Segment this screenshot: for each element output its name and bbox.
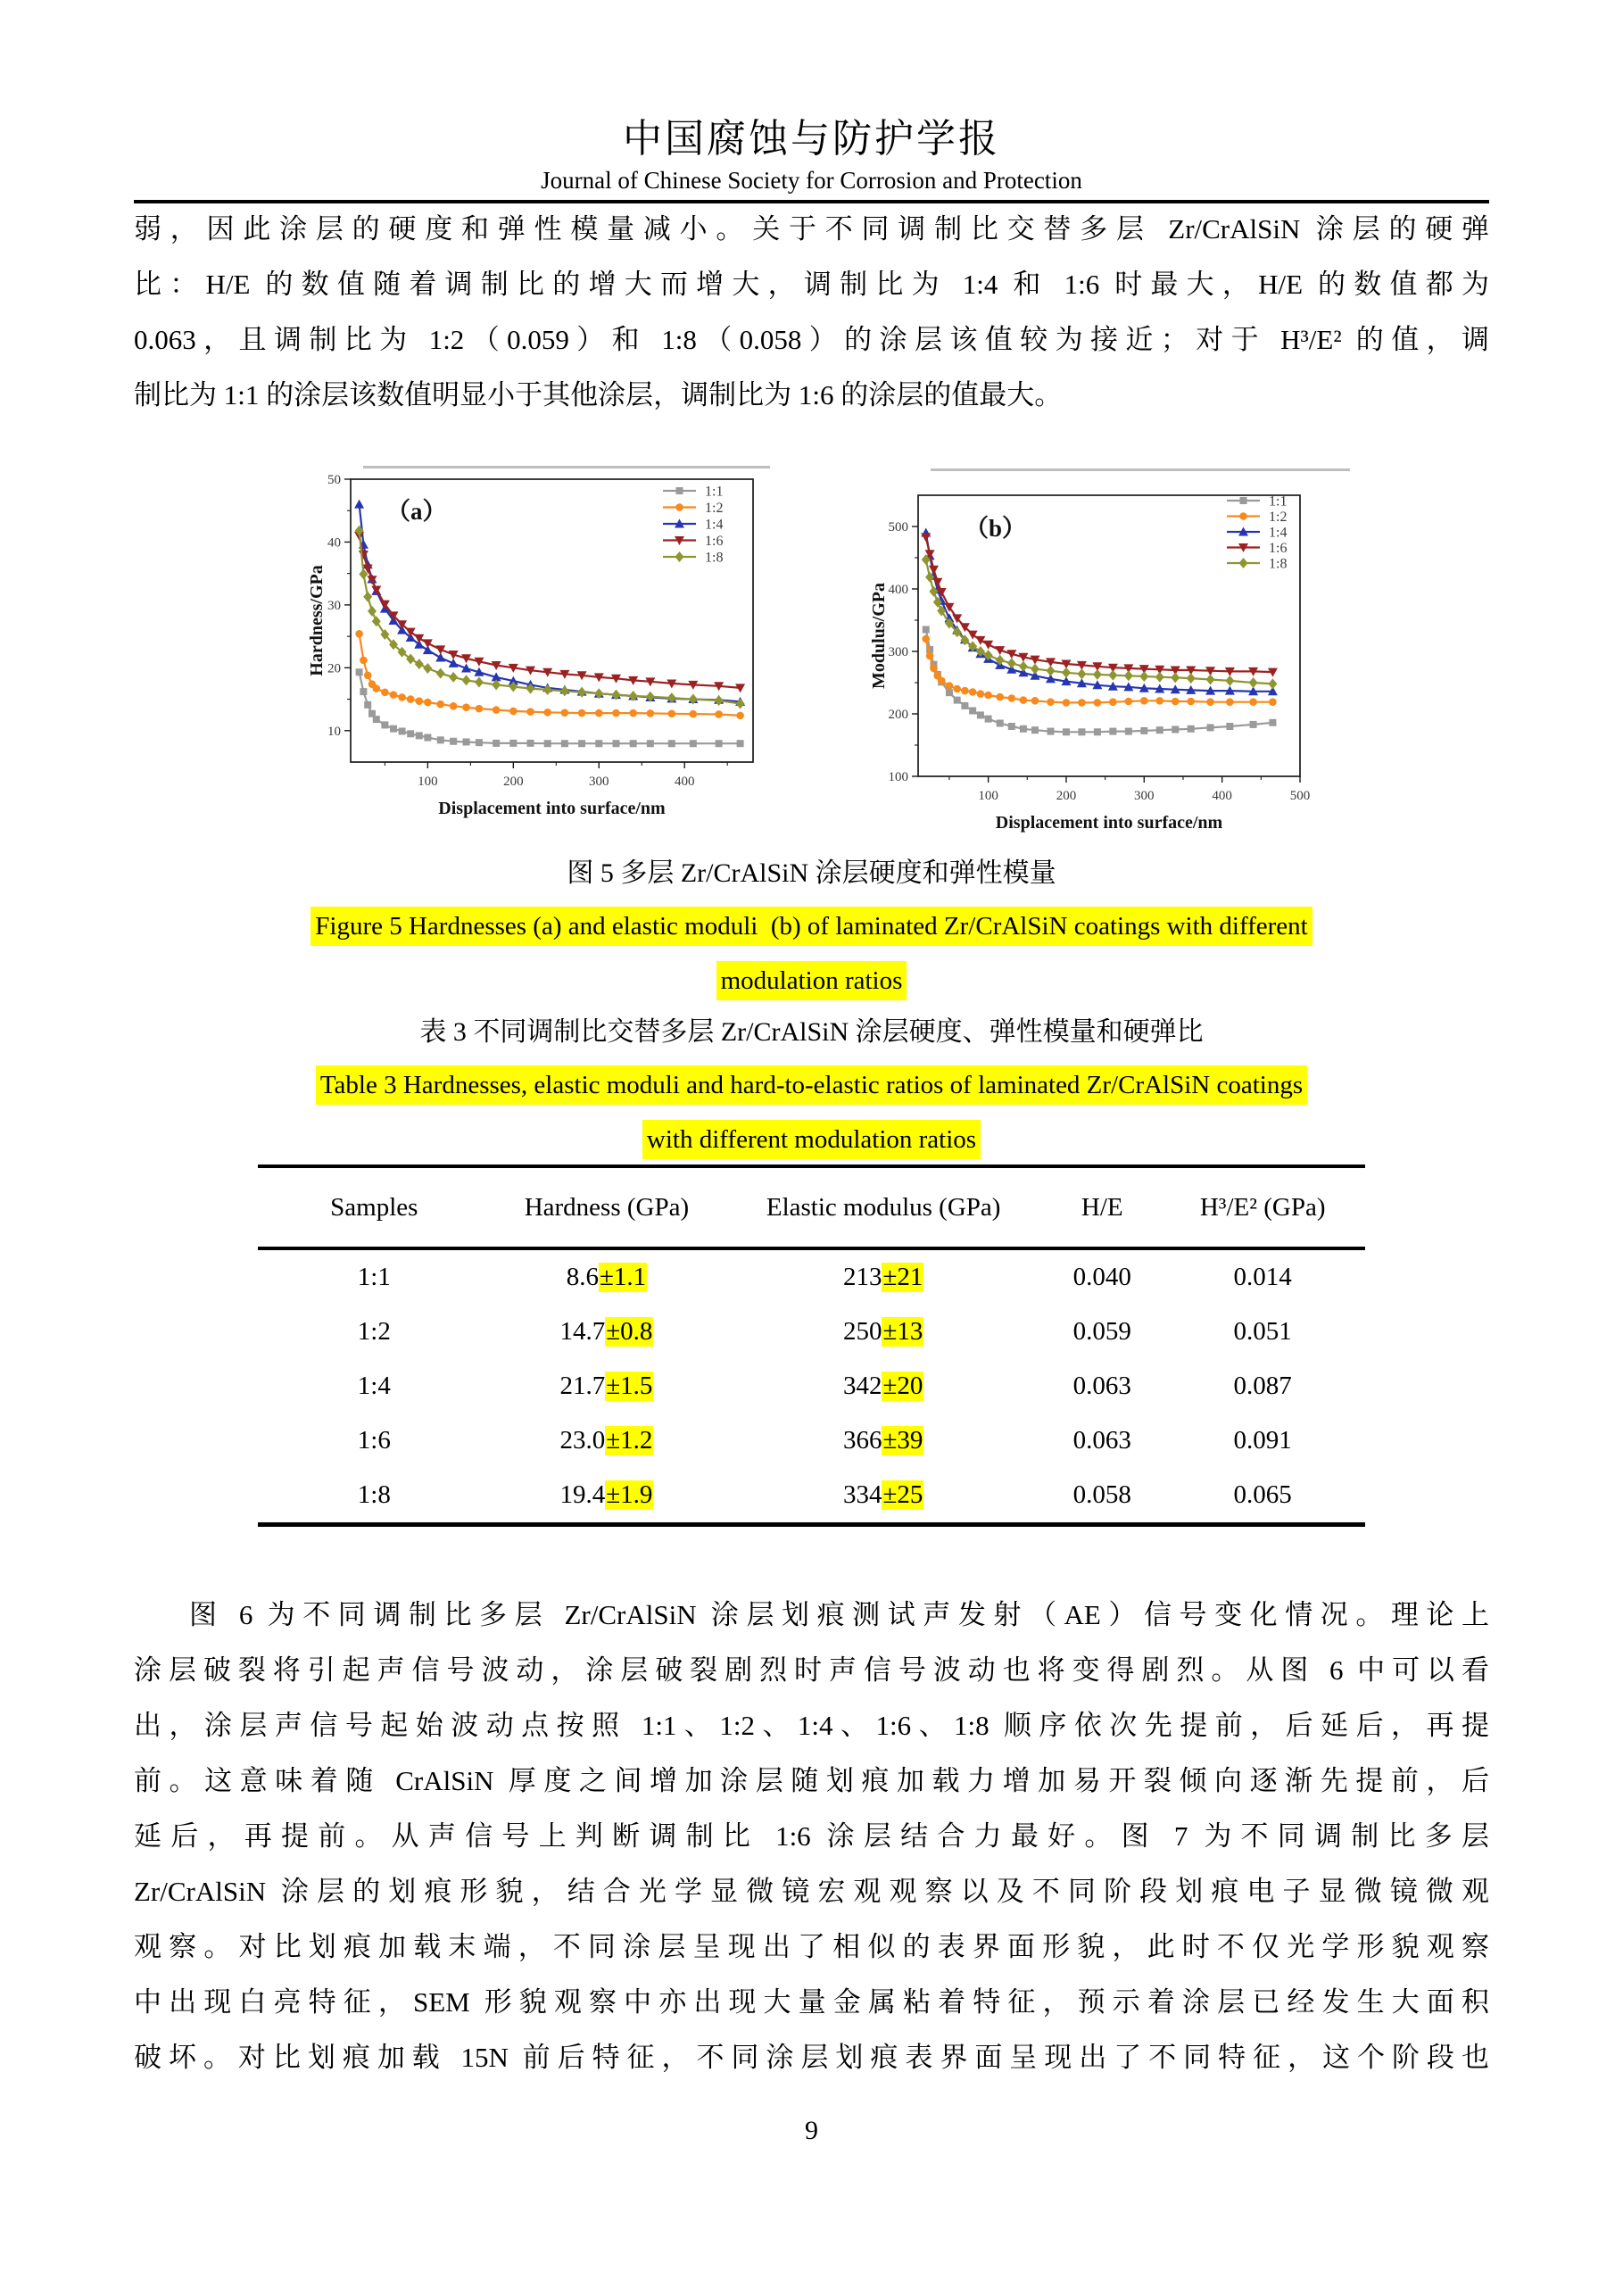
svg-text:50: 50 xyxy=(327,473,341,487)
svg-text:Hardness/GPa: Hardness/GPa xyxy=(308,565,327,676)
svg-text:1:2: 1:2 xyxy=(1269,510,1288,525)
cell-h3e2 xyxy=(1160,1372,1365,1401)
paragraph-line: 弱，因此涂层的硬度和弹性模量减小。关于不同调制比交替多层 Zr/CrAlSiN 涂层的硬弹 xyxy=(134,213,1489,245)
table3-caption-en-line1 xyxy=(134,1064,1489,1107)
figure5-caption-en-line2 xyxy=(134,959,1489,1002)
table-row xyxy=(258,1468,1365,1522)
value-text: 1:4 xyxy=(357,1372,391,1400)
value-text: 0.087 xyxy=(1233,1372,1292,1400)
svg-text:Displacement into surface/nm: Displacement into surface/nm xyxy=(995,813,1223,833)
table-row xyxy=(258,1413,1365,1468)
paragraph-line: 图 6 为不同调制比多层 Zr/CrAlSiN 涂层划痕测试声发射（AE）信号变化情况。理论上 xyxy=(189,1599,1489,1630)
paragraph-line: 观察。对比划痕加载末端，不同涂层呈现出了相似的表界面形貌，此时不仅光学形貌观察 xyxy=(134,1931,1489,1962)
cell-he xyxy=(1044,1372,1160,1401)
cell-hardness xyxy=(491,1372,724,1401)
figure5-caption-en-line1 xyxy=(134,905,1489,948)
highlighted-text: with different modulation ratios xyxy=(642,1120,981,1159)
value-text: 213 xyxy=(842,1263,882,1291)
paragraph-line: 出，涂层声信号起始波动点按照 1:1、1:2、1:4、1:6、1:8 顺序依次先提前，后延后，再提 xyxy=(134,1710,1489,1741)
paragraph-line: Zr/CrAlSiN 涂层的划痕形貌，结合光学显微镜宏观观察以及不同阶段划痕电子显微镜微观 xyxy=(134,1876,1489,1907)
cell-sample xyxy=(258,1317,491,1347)
figure5-caption-zh: 图 5 多层 Zr/CrAlSiN 涂层硬度和弹性模量 xyxy=(567,858,1056,888)
table3-caption-en-line2 xyxy=(134,1118,1489,1161)
cell-h3e2 xyxy=(1160,1263,1365,1292)
highlighted-text: Table 3 Hardnesses, elastic moduli and hard-to-elastic ratios of laminated Zr/CrAlSiN coatings xyxy=(316,1065,1307,1105)
figure5-chart-b xyxy=(870,467,1352,850)
highlighted-text: Figure 5 Hardnesses (a) and elastic moduli (b) of laminated Zr/CrAlSiN coatings with different xyxy=(311,907,1312,946)
svg-text:（b）: （b） xyxy=(965,515,1027,542)
value-text: 14.7 xyxy=(559,1317,606,1346)
highlighted-uncertainty: ±1.2 xyxy=(606,1426,653,1455)
table-header-h3e2: H³/E² (GPa) xyxy=(1199,1192,1326,1222)
paragraph-line: 中出现白亮特征，SEM 形貌观察中亦出现大量金属粘着特征，预示着涂层已经发生大面积 xyxy=(134,1986,1489,2018)
value-text: 0.063 xyxy=(1072,1372,1131,1400)
value-text: 1:1 xyxy=(357,1263,391,1291)
cell-hardness xyxy=(491,1426,724,1455)
svg-text:400: 400 xyxy=(1212,789,1232,803)
svg-text:500: 500 xyxy=(888,520,908,535)
value-text: 366 xyxy=(842,1426,882,1455)
svg-text:20: 20 xyxy=(327,661,341,676)
svg-text:1:6: 1:6 xyxy=(1269,541,1288,556)
value-text: 0.065 xyxy=(1233,1480,1292,1509)
table-row xyxy=(258,1250,1365,1305)
highlighted-uncertainty: ±1.1 xyxy=(599,1263,647,1291)
value-text: 0.051 xyxy=(1233,1317,1292,1346)
paragraph-line: 0.063，且调制比为 1:2（0.059）和 1:8（0.058）的涂层该值较为接近；对于 H³/E² 的值，调 xyxy=(134,324,1489,355)
svg-text:200: 200 xyxy=(503,775,524,789)
paragraph-line: 延后，再提前。从声信号上判断调制比 1:6 涂层结合力最好。图 7 为不同调制比多层 xyxy=(134,1820,1489,1852)
journal-title-en: Journal of Chinese Society for Corrosion and Protection xyxy=(541,167,1082,194)
table-header-he: H/E xyxy=(1081,1192,1123,1222)
svg-text:Modulus/GPa: Modulus/GPa xyxy=(870,583,889,689)
table3-caption-zh: 表 3 不同调制比交替多层 Zr/CrAlSiN 涂层硬度、弹性模量和硬弹比 xyxy=(419,1017,1204,1047)
paragraph-line: 破坏。对比划痕加载 15N 前后特征，不同涂层划痕表界面呈现出了不同特征，这个阶段也 xyxy=(134,2042,1489,2073)
table-row xyxy=(258,1305,1365,1359)
cell-sample xyxy=(258,1426,491,1455)
table-row xyxy=(258,1359,1365,1413)
cell-modulus xyxy=(723,1426,1044,1455)
table-header-hardness: Hardness (GPa) xyxy=(524,1192,690,1222)
value-text: 0.091 xyxy=(1233,1426,1292,1455)
highlighted-uncertainty: ±1.5 xyxy=(606,1372,653,1400)
svg-text:1:4: 1:4 xyxy=(1269,525,1288,541)
value-text: 1:2 xyxy=(357,1317,391,1346)
table-bottom-border xyxy=(258,1522,1365,1527)
highlighted-uncertainty: ±39 xyxy=(882,1426,923,1455)
page-number: 9 xyxy=(805,2116,818,2145)
value-text: 250 xyxy=(842,1317,882,1346)
svg-text:500: 500 xyxy=(1289,789,1311,803)
paragraph-line: 比：H/E 的数值随着调制比的增大而增大，调制比为 1:4 和 1:6 时最大，H/E 的数值都为 xyxy=(134,269,1489,300)
svg-text:1:8: 1:8 xyxy=(1269,556,1288,572)
cell-hardness xyxy=(491,1480,724,1510)
cell-hardness xyxy=(491,1263,724,1292)
journal-title-zh: 中国腐蚀与防护学报 xyxy=(623,117,1000,161)
svg-text:1:4: 1:4 xyxy=(705,517,724,533)
highlighted-uncertainty: ±0.8 xyxy=(606,1317,653,1346)
cell-sample xyxy=(258,1480,491,1510)
value-text: 334 xyxy=(842,1480,882,1509)
cell-h3e2 xyxy=(1160,1317,1365,1347)
paragraph-1 xyxy=(134,202,1489,423)
cell-he xyxy=(1044,1480,1160,1510)
cell-modulus xyxy=(723,1480,1044,1510)
cell-h3e2 xyxy=(1160,1426,1365,1455)
cell-he xyxy=(1044,1317,1160,1347)
highlighted-uncertainty: ±20 xyxy=(882,1372,923,1400)
cell-h3e2 xyxy=(1160,1480,1365,1510)
svg-text:1:6: 1:6 xyxy=(705,534,724,549)
svg-text:200: 200 xyxy=(1056,789,1077,803)
svg-text:1:1: 1:1 xyxy=(1269,493,1288,510)
cell-sample xyxy=(258,1263,491,1292)
value-text: 8.6 xyxy=(566,1263,599,1291)
svg-text:Displacement into surface/nm: Displacement into surface/nm xyxy=(438,799,666,818)
cell-sample xyxy=(258,1372,491,1401)
svg-text:40: 40 xyxy=(327,535,341,551)
svg-text:1:1: 1:1 xyxy=(705,484,724,500)
value-text: 1:8 xyxy=(357,1480,391,1509)
value-text: 0.040 xyxy=(1072,1263,1131,1291)
table-header-row xyxy=(258,1168,1365,1247)
value-text: 1:6 xyxy=(357,1426,391,1455)
value-text: 0.014 xyxy=(1233,1263,1292,1291)
highlighted-uncertainty: ±21 xyxy=(882,1263,923,1291)
cell-modulus xyxy=(723,1372,1044,1401)
paragraph-2 xyxy=(134,1587,1489,2085)
svg-text:10: 10 xyxy=(327,724,341,739)
svg-text:300: 300 xyxy=(888,645,908,659)
cell-modulus xyxy=(723,1317,1044,1347)
highlighted-uncertainty: ±25 xyxy=(882,1480,923,1509)
svg-text:30: 30 xyxy=(327,598,341,613)
value-text: 342 xyxy=(842,1372,882,1400)
svg-text:（a）: （a） xyxy=(386,498,447,525)
highlighted-uncertainty: ±1.9 xyxy=(606,1480,653,1509)
value-text: 19.4 xyxy=(559,1480,606,1509)
value-text: 21.7 xyxy=(559,1372,606,1400)
cell-modulus xyxy=(723,1263,1044,1292)
value-text: 0.059 xyxy=(1072,1317,1131,1346)
svg-text:200: 200 xyxy=(888,708,908,722)
svg-text:300: 300 xyxy=(1134,789,1155,803)
paragraph-line: 涂层破裂将引起声信号波动，涂层破裂剧烈时声信号波动也将变得剧烈。从图 6 中可以看 xyxy=(134,1654,1489,1686)
table-header-samples: Samples xyxy=(330,1192,418,1222)
cell-he xyxy=(1044,1426,1160,1455)
svg-text:1:2: 1:2 xyxy=(705,501,724,516)
paragraph-line: 前。这意味着随 CrAlSiN 厚度之间增加涂层随划痕加载力增加易开裂倾向逐渐先提前，后 xyxy=(134,1765,1489,1796)
cell-he xyxy=(1044,1263,1160,1292)
svg-text:100: 100 xyxy=(978,789,998,803)
value-text: 0.063 xyxy=(1072,1426,1131,1455)
cell-hardness xyxy=(491,1317,724,1347)
table-header-elastic-modulus: Elastic modulus (GPa) xyxy=(766,1192,1001,1222)
svg-text:100: 100 xyxy=(418,775,438,789)
svg-text:400: 400 xyxy=(888,583,908,597)
figure5-chart-a xyxy=(308,464,772,848)
highlighted-uncertainty: ±13 xyxy=(882,1317,923,1346)
value-text: 0.058 xyxy=(1072,1480,1131,1509)
svg-text:1:8: 1:8 xyxy=(705,550,724,566)
value-text: 23.0 xyxy=(559,1426,606,1455)
svg-text:100: 100 xyxy=(888,770,908,784)
svg-text:300: 300 xyxy=(589,775,609,789)
svg-text:400: 400 xyxy=(674,775,695,789)
highlighted-text: modulation ratios xyxy=(716,961,907,1000)
paragraph-line: 制比为 1:1 的涂层该数值明显小于其他涂层，调制比为 1:6 的涂层的值最大。 xyxy=(134,379,1063,410)
